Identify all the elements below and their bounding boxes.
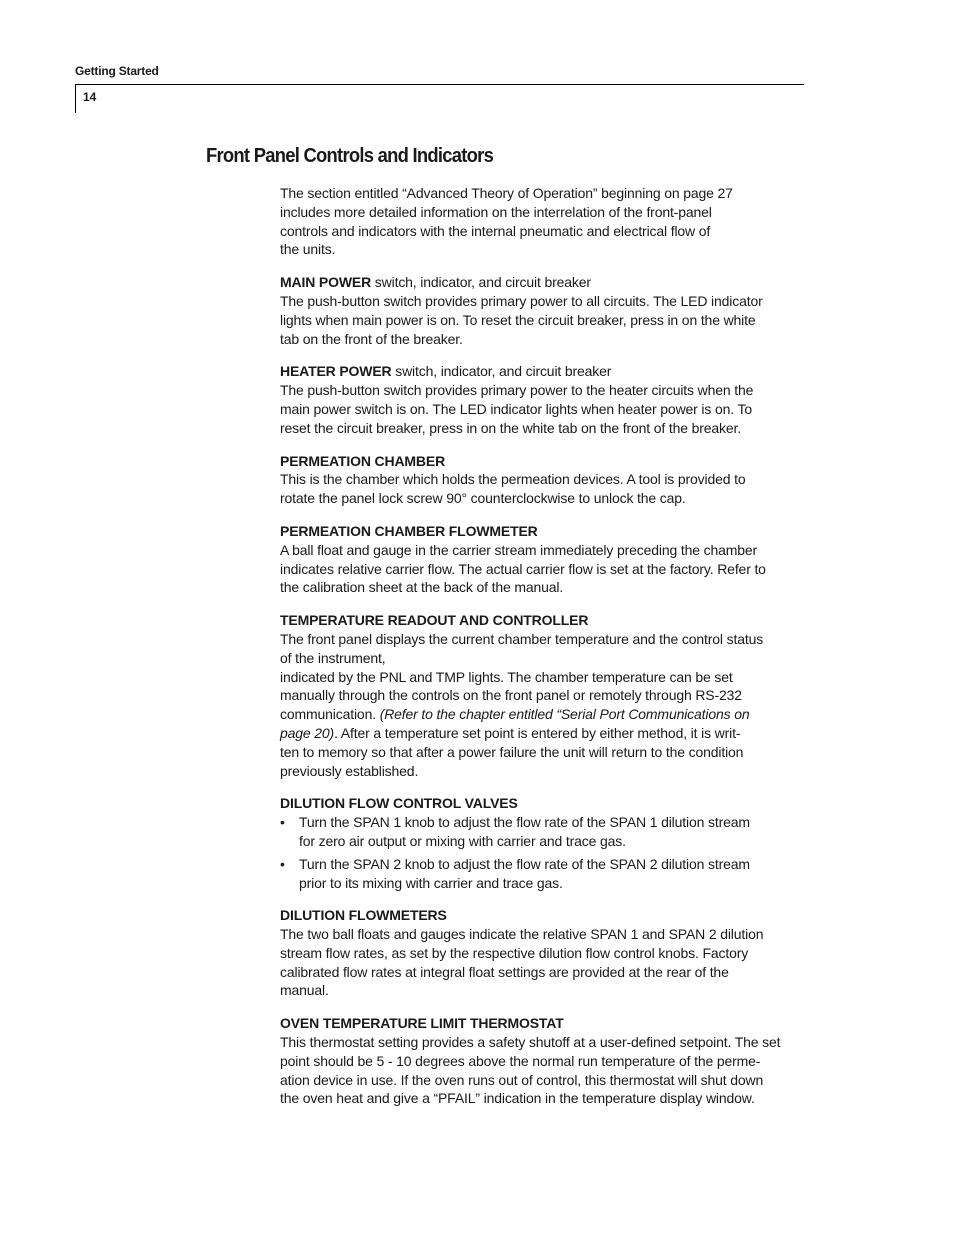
temperature-italic-ref: page 20) xyxy=(280,724,335,741)
intro-line: includes more detailed information on the interrelation of the front-panel xyxy=(280,203,712,220)
intro-line: the units. xyxy=(280,241,336,258)
chamber-flowmeter-line: A ball float and gauge in the carrier stream immediately preceding the chamber xyxy=(280,541,758,558)
permeation-chamber-line: rotate the panel lock screw 90° counterclockwise to unlock the cap. xyxy=(280,490,686,507)
dilution-flowmeters-line: The two ball floats and gauges indicate the relative SPAN 1 and SPAN 2 dilution xyxy=(280,926,764,943)
dilution-flowmeters-heading: DILUTION FLOWMETERS xyxy=(280,907,447,924)
list-item-line: Turn the SPAN 1 knob to adjust the flow rate of the SPAN 1 dilution stream xyxy=(299,814,750,831)
temperature-line: indicated by the PNL and TMP lights. The chamber temperature can be set xyxy=(280,668,733,685)
temperature-line xyxy=(280,705,810,724)
temperature-line: ten to memory so that after a power failure the unit will return to the condition xyxy=(280,743,744,760)
intro-paragraph xyxy=(280,184,810,259)
temperature-section xyxy=(280,611,810,780)
temperature-line: manually through the controls on the front panel or remotely through RS-232 xyxy=(280,687,742,704)
page-title: Front Panel Controls and Indicators xyxy=(206,145,494,167)
dilution-valves-heading: DILUTION FLOW CONTROL VALVES xyxy=(280,795,518,812)
main-power-line: lights when main power is on. To reset the circuit breaker, press in on the white xyxy=(280,311,756,328)
permeation-chamber-heading: PERMEATION CHAMBER xyxy=(280,452,446,469)
dilution-flowmeters-line: calibrated flow rates at integral float settings are provided at the rear of the xyxy=(280,963,729,980)
oven-thermostat-line: point should be 5 - 10 degrees above the normal run temperature of the perme- xyxy=(280,1052,761,1069)
temperature-italic-ref: (Refer to the chapter entitled “Serial Port Communications on xyxy=(379,706,750,723)
chamber-flowmeter-line: indicates relative carrier flow. The actual carrier flow is set at the factory. Refer to xyxy=(280,560,766,577)
oven-thermostat-line: the oven heat and give a “PFAIL” indication in the temperature display window. xyxy=(280,1090,755,1107)
page-number: 14 xyxy=(83,90,97,104)
heater-power-heading xyxy=(280,362,810,381)
main-power-label: MAIN POWER xyxy=(280,274,372,291)
list-item xyxy=(280,813,810,851)
permeation-chamber-section xyxy=(280,452,810,508)
intro-line: The section entitled “Advanced Theory of Operation” beginning on page 27 xyxy=(280,185,733,201)
page-number-rule xyxy=(75,84,76,113)
temperature-line: previously established. xyxy=(280,762,419,779)
main-power-suffix: switch, indicator, and circuit breaker xyxy=(371,274,591,291)
main-power-heading xyxy=(280,273,810,292)
chamber-flowmeter-line: the calibration sheet at the back of the manual. xyxy=(280,579,564,596)
permeation-chamber-line: This is the chamber which holds the permeation devices. A tool is provided to xyxy=(280,471,746,488)
temperature-text: communication. xyxy=(280,706,380,723)
temperature-line xyxy=(280,724,810,743)
temperature-heading: TEMPERATURE READOUT AND CONTROLLER xyxy=(280,612,589,629)
temperature-line: The front panel displays the current chamber temperature and the control status xyxy=(280,630,764,647)
header-rule xyxy=(75,84,804,85)
dilution-flowmeters-section xyxy=(280,906,810,1000)
oven-thermostat-line: ation device in use. If the oven runs out of control, this thermostat will shut down xyxy=(280,1071,764,1088)
oven-thermostat-section xyxy=(280,1014,810,1108)
main-power-section xyxy=(280,273,810,348)
heater-power-line: main power switch is on. The LED indicator lights when heater power is on. To xyxy=(280,400,752,417)
heater-power-section xyxy=(280,362,810,437)
body-content xyxy=(280,184,810,1122)
list-item-line: Turn the SPAN 2 knob to adjust the flow rate of the SPAN 2 dilution stream xyxy=(299,855,750,872)
running-head-section: Getting Started xyxy=(75,64,159,78)
chamber-flowmeter-heading: PERMEATION CHAMBER FLOWMETER xyxy=(280,522,538,539)
chamber-flowmeter-section xyxy=(280,522,810,597)
heater-power-label: HEATER POWER xyxy=(280,363,392,380)
temperature-line: of the instrument, xyxy=(280,649,386,666)
main-power-line: tab on the front of the breaker. xyxy=(280,330,463,347)
main-power-line: The push-button switch provides primary power to all circuits. The LED indicator xyxy=(280,292,763,309)
dilution-valves-section xyxy=(280,794,810,892)
intro-line: controls and indicators with the internal pneumatic and electrical flow of xyxy=(280,222,711,239)
heater-power-suffix: switch, indicator, and circuit breaker xyxy=(391,363,612,380)
list-item-line: prior to its mixing with carrier and trace gas. xyxy=(299,874,563,891)
oven-thermostat-line: This thermostat setting provides a safety shutoff at a user-defined setpoint. The set xyxy=(280,1034,781,1051)
oven-thermostat-heading: OVEN TEMPERATURE LIMIT THERMOSTAT xyxy=(280,1015,564,1032)
heater-power-line: The push-button switch provides primary power to the heater circuits when the xyxy=(280,382,754,399)
heater-power-line: reset the circuit breaker, press in on the white tab on the front of the breaker. xyxy=(280,419,742,436)
dilution-valves-list xyxy=(280,813,810,892)
bullet-icon: • xyxy=(280,814,285,831)
dilution-flowmeters-line: stream flow rates, as set by the respective dilution flow control knobs. Factory xyxy=(280,944,749,961)
list-item-line: for zero air output or mixing with carrier and trace gas. xyxy=(299,832,626,849)
list-item xyxy=(280,855,810,893)
dilution-flowmeters-line: manual. xyxy=(280,982,329,999)
temperature-text: . After a temperature set point is entered by either method, it is writ- xyxy=(334,724,741,741)
bullet-icon: • xyxy=(280,855,285,872)
